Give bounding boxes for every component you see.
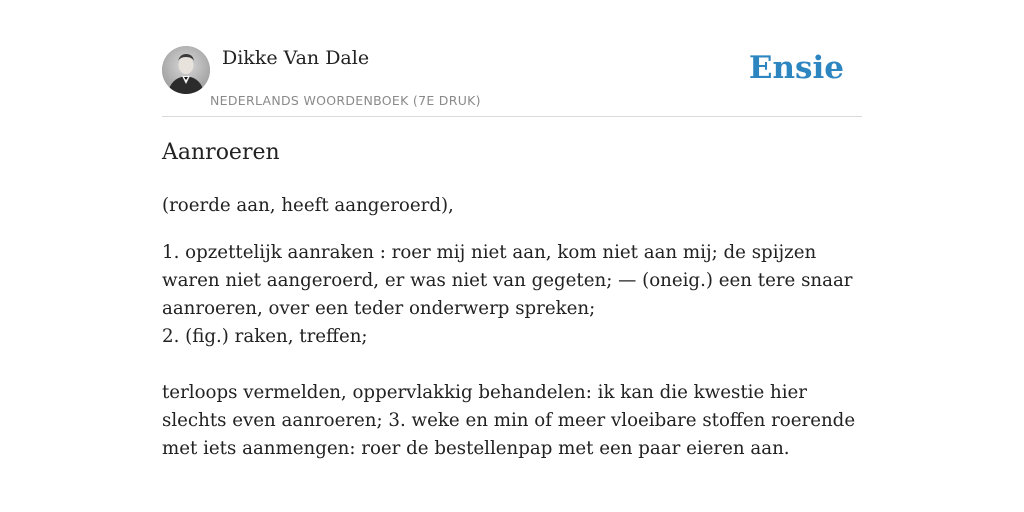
author-name[interactable]: Dikke Van Dale [222,47,370,69]
ensie-logo-link[interactable]: Ensie [748,50,844,86]
author-avatar[interactable] [162,46,210,94]
entry-inflection: (roerde aan, heeft aangeroerd), [162,195,454,216]
entry-title: Aanroeren [162,140,280,165]
page-header [162,44,862,117]
portrait-image [162,46,210,94]
entry-definition [162,192,862,463]
entry-meanings: 1. opzettelijk aanraken : roer mij niet aan, kom niet aan mij; de spijzen waren niet aangeroerd, er was niet van gegeten; — (oneig.) een tere snaar aanroeren, over een teder onderwerp spreken; 2. (fig.) raken, treffen; terloops vermelden, oppervlakkig behandelen: ik kan die kwestie hier slechts even aanroeren; 3. weke en min of meer vloeibare stoffen roerende met iets aanmengen: roer de bestellenpap met een paar eieren aan. [162,242,856,459]
dictionary-source[interactable]: NEDERLANDS WOORDENBOEK (7E DRUK) [210,93,481,108]
